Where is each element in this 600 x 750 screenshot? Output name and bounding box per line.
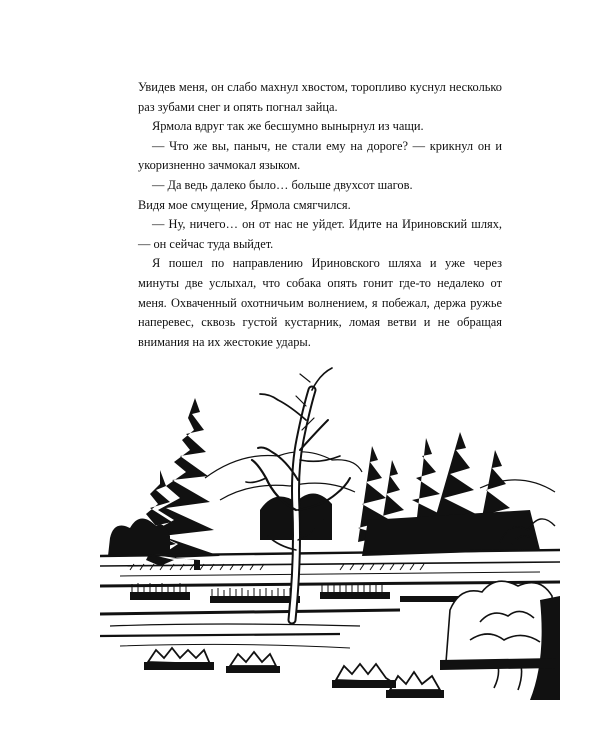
forest-engraving-svg: [100, 360, 560, 710]
body-text: [138, 78, 502, 352]
right-spruce-group: [358, 432, 540, 556]
paragraph-4: — Да ведь далеко было… больше двухсот шагов.: [152, 177, 413, 192]
forest-illustration: [100, 360, 560, 710]
dead-tree-icon: [246, 368, 350, 620]
river-banks: [100, 550, 560, 586]
water-lines: [100, 610, 400, 648]
paragraph-6: — Ну, ничего… он от нас не уйдет. Идите на Ириновский шлях, — он сейчас туда выйдет.: [138, 217, 502, 251]
paragraph-7: Я пошел по направлению Ириновского шляха и уже через минуты две услыхал, что собака опять гонит где-то недалеко от меня. Охваченный охотничьим волнением, я побежал, держа ружье наперевес, сквозь густой кустарник, ломая ветви и не обращая внимания на их жестокие удары.: [138, 256, 502, 349]
paragraph-2: Ярмола вдруг так же бесшумно вынырнул из чащи.: [152, 119, 424, 134]
paragraph-1: Увидев меня, он слабо махнул хвостом, торопливо куснул несколько раз зубами снег и опять погнал зайца.: [138, 80, 502, 114]
paragraph-5: Видя мое смущение, Ярмола смягчился.: [138, 197, 351, 212]
paragraph-3: — Что же вы, паныч, не стали ему на дороге? — крикнул он и укоризненно зачмокал языком.: [138, 138, 502, 173]
